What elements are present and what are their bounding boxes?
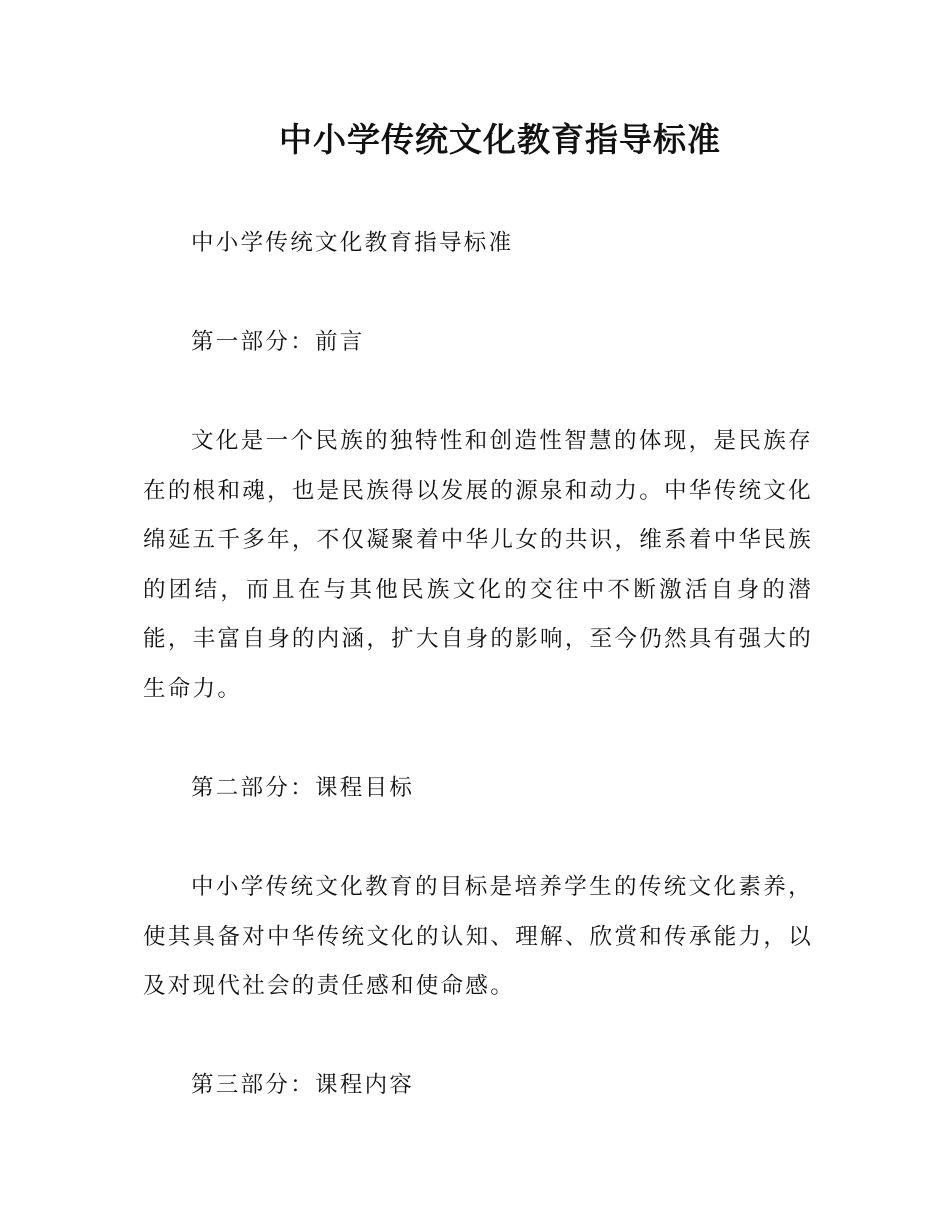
section-heading-course-content: 第三部分：课程内容: [191, 1072, 415, 1098]
section-paragraph-course-goals: 中小学传统文化教育的目标是培养学生的传统文化素养，使其具备对中华传统文化的认知、理解、欣赏和传承能力，以及对现代社会的责任感和使命感。: [143, 874, 813, 999]
section-paragraph-preface: 文化是一个民族的独特性和创造性智慧的体现，是民族存在的根和魂，也是民族得以发展的源泉和动力。中华传统文化绵延五千多年，不仅凝聚着中华儿女的共识，维系着中华民族的团结，而且在与其他民族文化的交往中不断激活自身的潜能，丰富自身的内涵，扩大自身的影响，至今仍然具有强大的生命力。: [143, 428, 813, 702]
document-title: 中小学传统文化教育指导标准: [279, 120, 721, 159]
section-heading-preface: 第一部分：前言: [191, 329, 365, 355]
document-subtitle: 中小学传统文化教育指导标准: [191, 230, 514, 256]
section-heading-course-goals: 第二部分：课程目标: [191, 775, 415, 801]
